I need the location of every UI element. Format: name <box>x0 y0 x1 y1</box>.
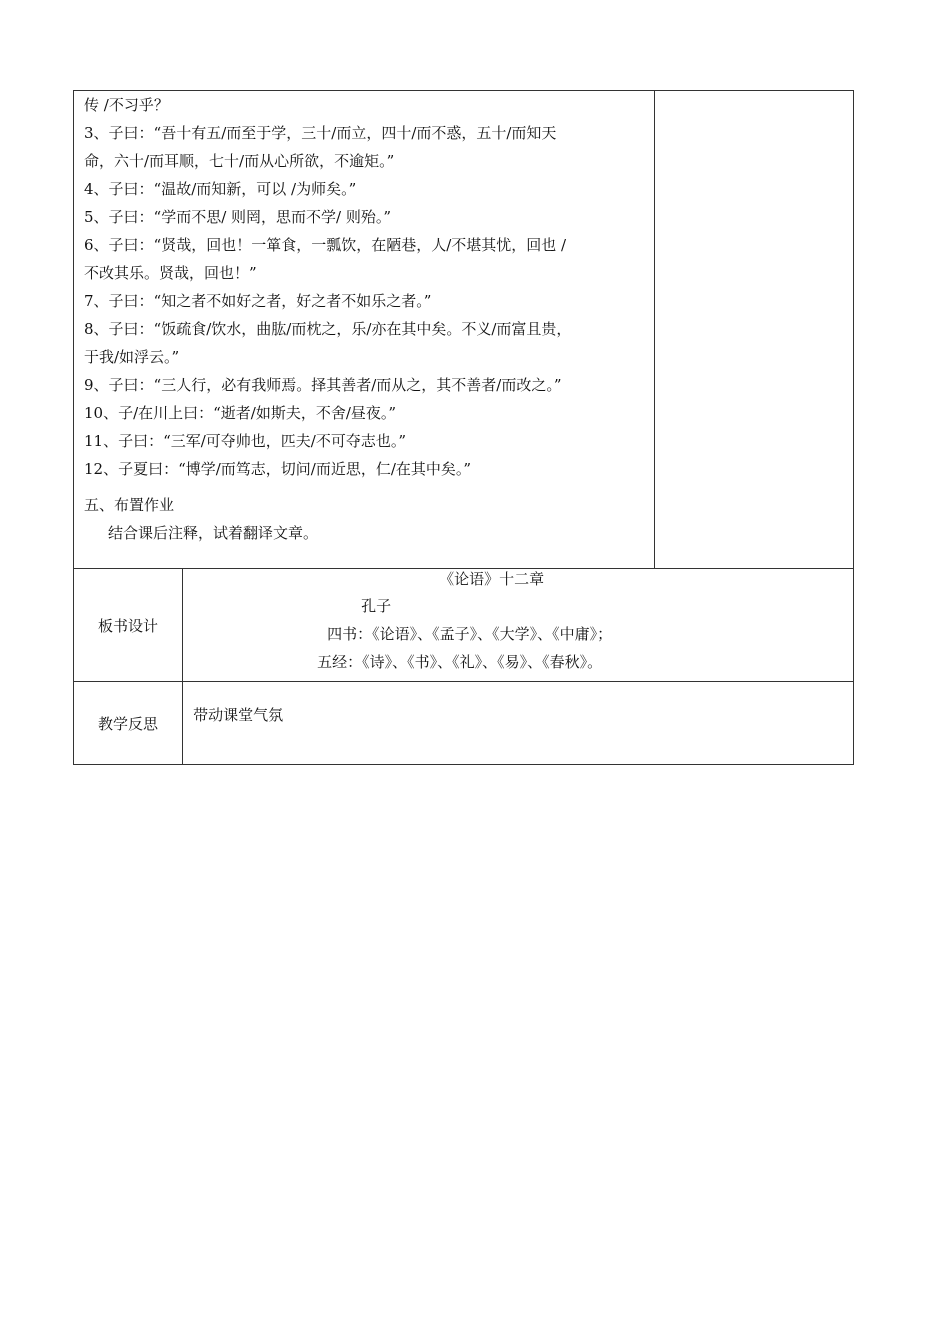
reflection-cell <box>183 682 854 765</box>
board-title: 《论语》十二章 <box>439 570 545 588</box>
teaching-content-cell <box>74 91 655 569</box>
text-line: 传 /不习乎？ <box>84 96 169 114</box>
lesson-plan-table <box>73 90 854 765</box>
text-line: 4、子曰：“温故/而知新，可以 /为师矣。” <box>84 180 357 198</box>
board-four-books: 四书：《论语》、《孟子》、《大学》、《中庸》； <box>327 625 613 643</box>
text-line: 于我/如浮云。” <box>84 348 180 366</box>
text-line: 不改其乐。贤哉，回也！” <box>84 264 257 282</box>
board-design-label: 板书设计 <box>74 569 183 682</box>
text-line: 9、子曰：“三人行，必有我师焉。择其善者/而从之，其不善者/而改之。” <box>84 376 562 394</box>
notes-cell <box>654 91 853 569</box>
board-author: 孔子 <box>361 597 392 615</box>
homework-text: 结合课后注释，试着翻译文章。 <box>108 524 319 542</box>
text-line: 10、子/在川上曰：“逝者/如斯夫，不舍/昼夜。” <box>84 404 397 422</box>
text-line: 7、子曰：“知之者不如好之者，好之者不如乐之者。” <box>84 292 432 310</box>
text-line: 11、子曰：“三军/可夺帅也，匹夫/不可夺志也。” <box>84 432 407 450</box>
board-design-cell <box>183 569 854 682</box>
homework-heading: 五、布置作业 <box>84 496 175 514</box>
text-line: 命，六十/而耳顺，七十/而从心所欲，不逾矩。” <box>84 152 395 170</box>
board-five-classics: 五经：《诗》、《书》、《礼》、《易》、《春秋》。 <box>317 653 603 671</box>
reflection-row <box>74 682 854 765</box>
teaching-content <box>74 91 654 547</box>
lesson-plan-page <box>73 90 854 765</box>
reflection-label: 教学反思 <box>74 682 183 765</box>
text-line: 5、子曰：“学而不思/ 则罔，思而不学/ 则殆。” <box>84 208 392 226</box>
board-design-row <box>74 569 854 682</box>
text-line: 3、子曰：“吾十有五/而至于学，三十/而立，四十/而不惑，五十/而知天 <box>84 124 557 142</box>
board-design <box>183 569 853 681</box>
teaching-process-row <box>74 91 854 569</box>
text-line: 6、子曰：“贤哉，回也！一箪食，一瓢饮，在陋巷，人/不堪其忧，回也 / <box>84 236 567 254</box>
reflection-text: 带动课堂气氛 <box>193 706 284 724</box>
text-line: 12、子夏曰：“博学/而笃志，切问/而近思，仁/在其中矣。” <box>84 460 472 478</box>
text-line: 8、子曰：“饭疏食/饮水，曲肱/而枕之，乐/亦在其中矣。不义/而富且贵， <box>84 320 572 338</box>
